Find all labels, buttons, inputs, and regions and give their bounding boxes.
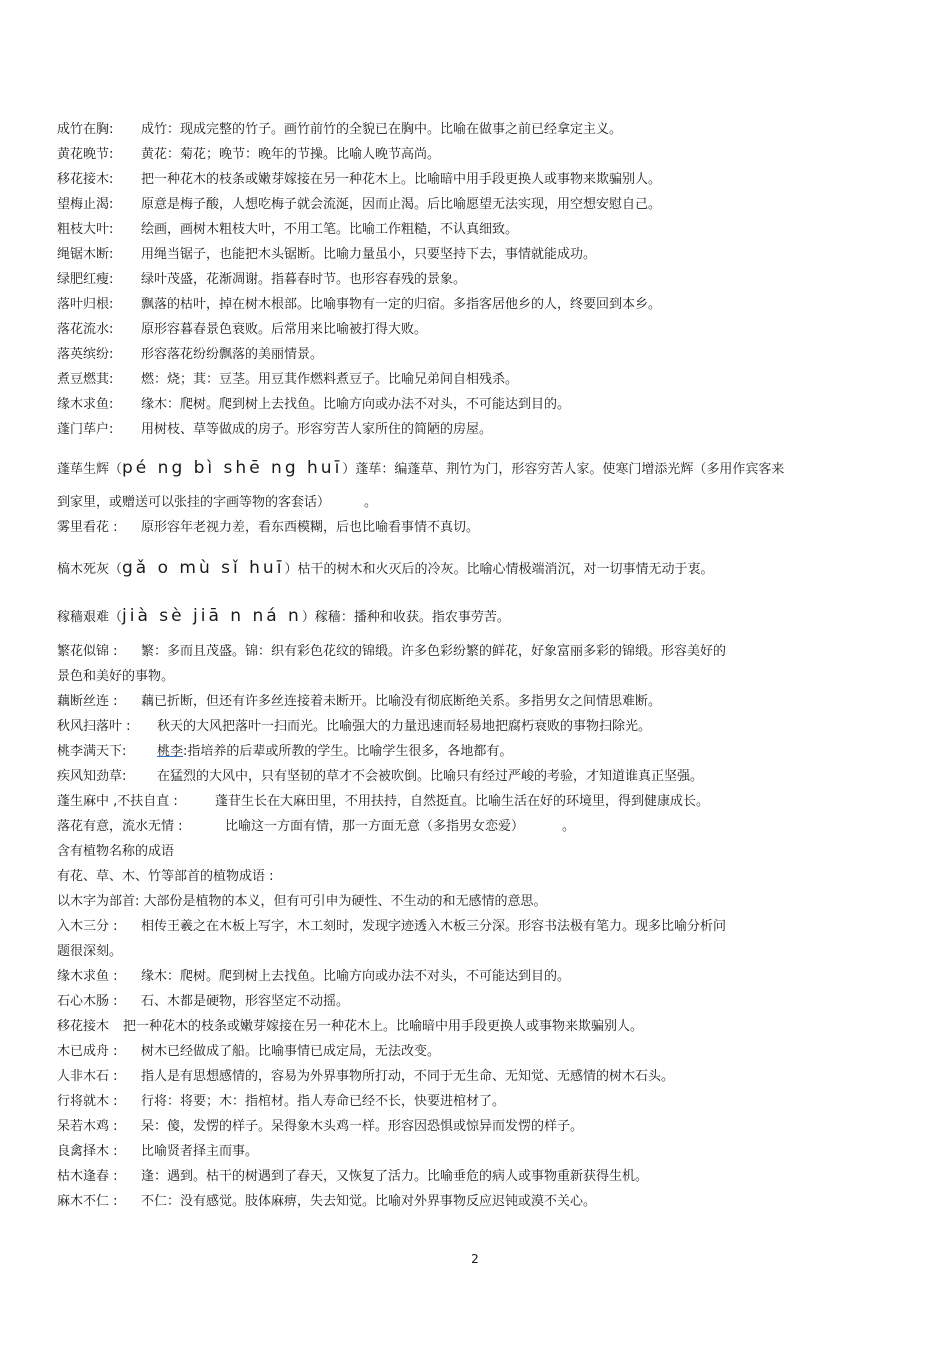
idiom-entry [57, 246, 596, 264]
idiom-entry [57, 693, 661, 711]
idiom-definition: 稼穑：播种和收获。指农事劳苦。 [314, 610, 510, 625]
idiom-term: 煮豆燃萁: [57, 372, 114, 387]
idiom-entry [57, 768, 703, 786]
idiom-term: 麻木不仁 : [57, 1194, 118, 1209]
idiom-term: 蓬生麻中 ,不扶自直 : [57, 794, 178, 809]
idiom-definition: 飘落的枯叶，掉在树木根部。比喻事物有一定的归宿。多指客居他乡的人，终要回到本乡。 [141, 297, 662, 312]
pinyin: pé ng bì shē ng huī [122, 458, 343, 478]
idiom-term: 藕断丝连 : [57, 694, 118, 709]
idiom-definition: :指培养的后辈或所教的学生。比喻学生很多，各地都有。 [183, 744, 513, 759]
idiom-entry [57, 121, 622, 139]
idiom-entry [57, 1193, 596, 1211]
idiom-definition: 黄花：菊花；晚节：晚年的节操。比喻人晚节高尚。 [141, 147, 441, 162]
idiom-definition: 树木已经做成了船。比喻事情已成定局，无法改变。 [141, 1044, 441, 1059]
period: 。 [364, 495, 378, 510]
idiom-definition: 不仁：没有感觉。肢体麻痹，失去知觉。比喻对外界事物反应迟钝或漠不关心。 [141, 1194, 597, 1209]
pinyin: jià sè jiā n ná n [122, 606, 302, 626]
idiom-entry [57, 918, 726, 936]
idiom-term: 呆若木鸡 : [57, 1119, 118, 1134]
idiom-entry [57, 793, 709, 811]
idiom-term: 稼穑艰难（ [57, 610, 123, 625]
idiom-term: 入木三分 : [57, 919, 118, 934]
idiom-term: 桃李满天下: [57, 744, 127, 759]
idiom-entry [57, 296, 661, 314]
idiom-term: 绿肥红瘦: [57, 272, 114, 287]
idiom-entry [57, 1118, 583, 1136]
idiom-entry [57, 421, 492, 439]
idiom-term: 落叶归根: [57, 297, 114, 312]
idiom-entry [57, 993, 349, 1011]
idiom-term: 黄花晚节: [57, 147, 114, 162]
idiom-entry-continued [57, 943, 122, 961]
idiom-definition: 用绳当锯子，也能把木头锯断。比喻力量虽小，只要坚持下去，事情就能成功。 [141, 247, 597, 262]
idiom-definition: 蓬荜：编蓬草、荆竹为门，形容穷苦人家。使寒门增添光辉（多用作宾客来 [355, 462, 785, 477]
idiom-entry [57, 743, 512, 761]
idiom-term: 石心木肠 : [57, 994, 118, 1009]
idiom-definition: 呆：傻，发愣的样子。呆得象木头鸡一样。形容因恐惧或惊异而发愣的样子。 [141, 1119, 584, 1134]
pinyin-close: ） [301, 610, 315, 625]
idiom-entry [57, 321, 427, 339]
pinyin: gǎ o mù sǐ huī [122, 558, 285, 578]
idiom-definition: 秋天的大风把落叶一扫而光。比喻强大的力量迅速而轻易地把腐朽衰败的事物扫除光。 [157, 719, 652, 734]
idiom-definition: 指人是有思想感情的，容易为外界事物所打动，不同于无生命、无知觉、无感情的树木石头。 [141, 1069, 675, 1084]
idiom-definition: 相传王羲之在木板上写字，木工刻时，发现字迹透入木板三分深。形容书法极有笔力。现多比喻分析问 [141, 919, 727, 934]
idiom-definition: 绿叶茂盛，花渐凋谢。指暮春时节。也形容春残的景象。 [141, 272, 467, 287]
idiom-term: 良禽择木 : [57, 1144, 118, 1159]
idiom-term: 望梅止渴: [57, 197, 114, 212]
idiom-definition: 绘画，画树木粗枝大叶，不用工笔。比喻工作粗糙，不认真细致。 [141, 222, 519, 237]
idiom-entry [57, 968, 570, 986]
idiom-term: 移花接木: [57, 172, 114, 187]
idiom-term: 行将就木 : [57, 1094, 118, 1109]
pinyin-close: ） [342, 462, 356, 477]
idiom-definition: 在猛烈的大风中，只有坚韧的草才不会被吹倒。比喻只有经过严峻的考验，才知道谁真正坚强。 [157, 769, 704, 784]
idiom-term: 疾风知劲草: [57, 769, 127, 784]
idiom-term: 落花有意，流水无情 : [57, 819, 183, 834]
idiom-definition: 石、木都是硬物，形容坚定不动摇。 [141, 994, 350, 1009]
idiom-entry [57, 1143, 258, 1161]
idiom-term: 蓬门荜户: [57, 422, 114, 437]
idiom-term: 枯木逢春 : [57, 1169, 118, 1184]
idiom-definition: 逢：遇到。枯干的树遇到了春天，又恢复了活力。比喻垂危的病人或事物重新获得生机。 [141, 1169, 649, 1184]
idiom-definition: 原形容暮春景色衰败。后常用来比喻被打得大败。 [141, 322, 428, 337]
idiom-term: 缘木求鱼: [57, 397, 114, 412]
idiom-definition-continued: 到家里，或赠送可以张挂的字画等物的客套话） [57, 495, 331, 510]
section-note: 以木字为部首: 大部份是植物的本义，但有可引申为硬性、不生动的和无感情的意思。 [57, 894, 547, 909]
section-title: 含有植物名称的成语 [57, 844, 175, 859]
idiom-definition: 比喻这一方面有情，那一方面无意（多指男女恋爱） [225, 819, 525, 834]
idiom-definition: 把一种花木的枝条或嫩芽嫁接在另一种花木上。比喻暗中用手段更换人或事物来欺骗别人。 [141, 172, 662, 187]
idiom-entry [57, 1168, 648, 1186]
idiom-term: 槁木死灰（ [57, 562, 123, 577]
idiom-entry-pinyin [57, 457, 784, 481]
idiom-term: 木已成舟 : [57, 1044, 118, 1059]
pinyin-close: ） [284, 562, 298, 577]
idiom-entry [57, 1068, 674, 1086]
idiom-term: 雾里看花 : [57, 520, 118, 535]
idiom-definition: 形容落花纷纷飘落的美丽情景。 [141, 347, 324, 362]
idiom-term: 蓬荜生辉（ [57, 462, 123, 477]
idiom-definition: 原形容年老视力差，看东西模糊，后也比喻看事情不真切。 [141, 520, 480, 535]
idiom-entry [57, 346, 323, 364]
idiom-definition: 缘木：爬树。爬到树上去找鱼。比喻方向或办法不对头，不可能达到目的。 [141, 397, 571, 412]
idiom-definition: 枯干的树木和火灭后的冷灰。比喻心情极端消沉，对一切事情无动于衷。 [297, 562, 714, 577]
idiom-entry [57, 519, 479, 537]
idiom-entry [57, 146, 440, 164]
idiom-entry [57, 396, 570, 414]
idiom-definition: 繁：多而且茂盛。锦：织有彩色花纹的锦缎。许多色彩纷繁的鲜花，好象富丽多彩的锦缎。形容美好的 [141, 644, 727, 659]
idiom-definition: 蓬苷生长在大麻田里，不用扶持，自然挺直。比喻生活在好的环境里，得到健康成长。 [215, 794, 710, 809]
idiom-entry-continued [57, 494, 377, 512]
idiom-term: 落英缤纷: [57, 347, 114, 362]
idiom-term: 粗枝大叶: [57, 222, 114, 237]
idiom-term: 缘木求鱼 : [57, 969, 118, 984]
idiom-definition: 用树枝、草等做成的房子。形容穷苦人家所住的简陋的房屋。 [141, 422, 493, 437]
idiom-entry [57, 718, 651, 736]
idiom-entry [57, 1018, 643, 1036]
idiom-definition: 成竹：现成完整的竹子。画竹前竹的全貌已在胸中。比喻在做事之前已经拿定主义。 [141, 122, 623, 137]
idiom-term: 落花流水: [57, 322, 114, 337]
idiom-entry [57, 1093, 505, 1111]
section-subtitle: 有花、草、木、竹等部首的植物成语 : [57, 869, 274, 884]
idiom-definition: 把一种花木的枝条或嫩芽嫁接在另一种花木上。比喻暗中用手段更换人或事物来欺骗别人。 [123, 1019, 644, 1034]
idiom-entry [57, 1043, 440, 1061]
idiom-entry [57, 171, 661, 189]
idiom-definition-continued: 题很深刻。 [57, 944, 123, 959]
idiom-entry [57, 221, 518, 239]
period: 。 [562, 819, 576, 834]
idiom-term: 秋风扫落叶 : [57, 719, 131, 734]
idiom-entry [57, 643, 726, 661]
idiom-entry [57, 271, 466, 289]
idiom-entry-pinyin [57, 557, 713, 581]
idiom-definition: 燃：烧；萁：豆茎。用豆萁作燃料煮豆子。比喻兄弟间自相残杀。 [141, 372, 519, 387]
idiom-definition-continued: 景色和美好的事物。 [57, 669, 175, 684]
idiom-definition: 缘木：爬树。爬到树上去找鱼。比喻方向或办法不对头，不可能达到目的。 [141, 969, 571, 984]
idiom-entry [57, 371, 518, 389]
idiom-term: 移花接木 [57, 1019, 110, 1034]
idiom-definition: 原意是梅子酸，人想吃梅子就会流涎，因而止渴。后比喻愿望无法实现，用空想安慰自己。 [141, 197, 662, 212]
idiom-definition: 行将：将要；木：指棺材。指人寿命已经不长，快要进棺材了。 [141, 1094, 506, 1109]
idiom-definition: 比喻贤者择主而事。 [141, 1144, 259, 1159]
idiom-term: 成竹在胸: [57, 122, 114, 137]
idiom-entry [57, 818, 575, 836]
idiom-entry [57, 196, 661, 214]
page-number: 2 [471, 1252, 479, 1266]
idiom-term: 繁花似锦 : [57, 644, 118, 659]
idiom-term: 人非木石 : [57, 1069, 118, 1084]
idiom-entry-continued [57, 668, 174, 686]
idiom-definition: 藕已折断，但还有许多丝连接着未断开。比喻没有彻底断绝关系。多指男女之间情思难断。 [141, 694, 662, 709]
idiom-term: 绳锯木断: [57, 247, 114, 262]
idiom-entry-pinyin [57, 605, 510, 629]
taoli-link[interactable]: 桃李 [157, 744, 184, 759]
